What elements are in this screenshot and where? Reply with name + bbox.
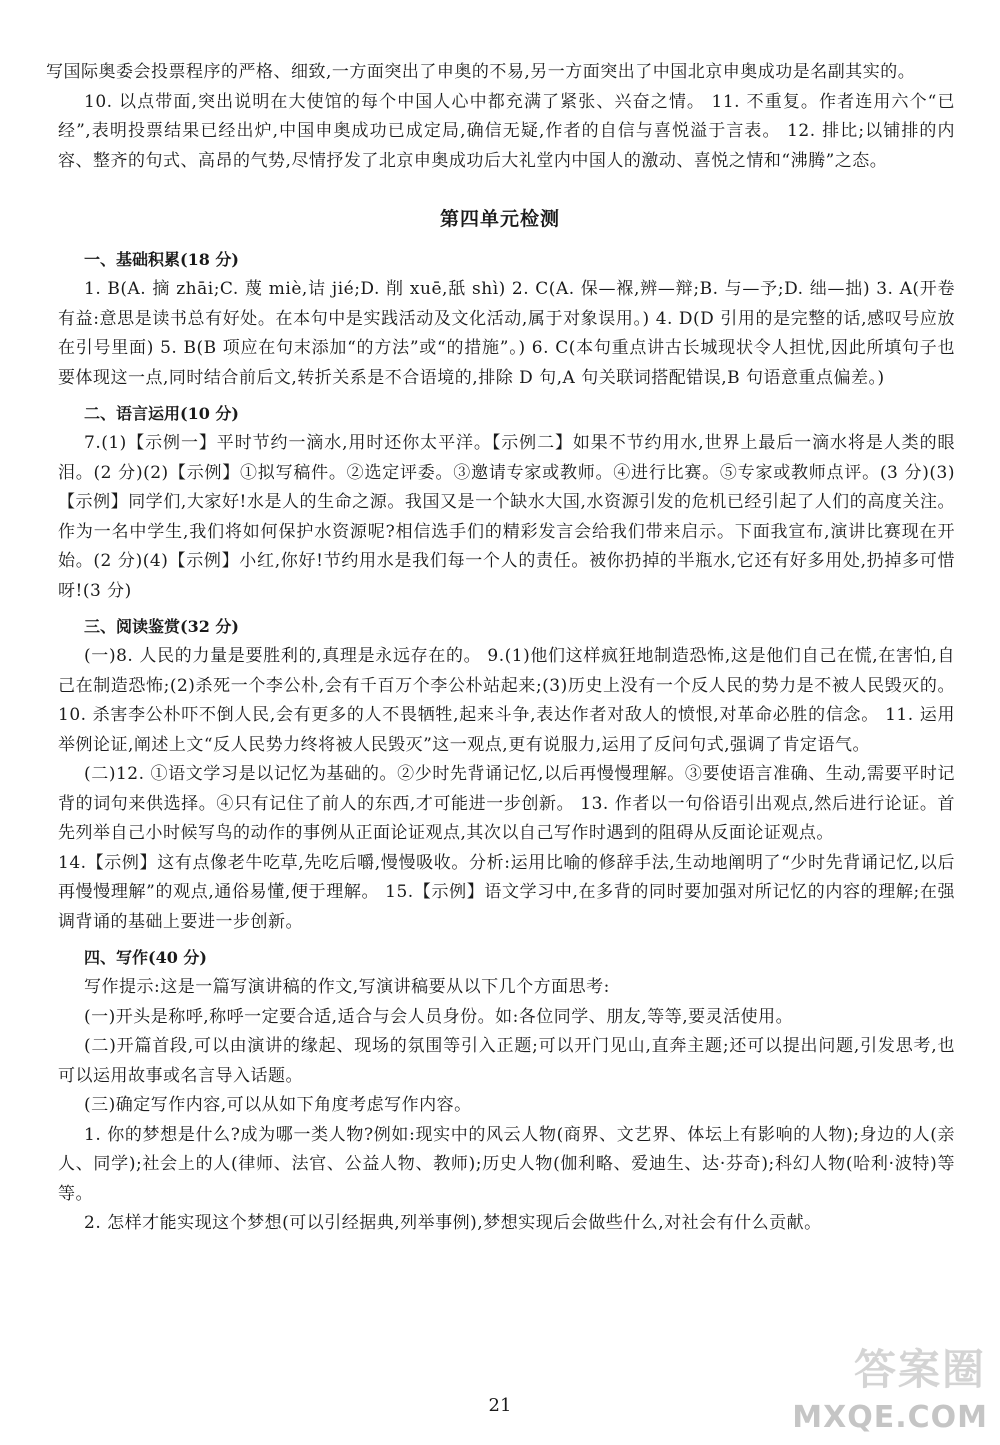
section-paragraph: 7.(1)【示例一】平时节约一滴水,用时还你太平洋。【示例二】如果不节约用水,世界上最后一滴水将是人类的眼泪。(2 分)(2)【示例】①拟写稿件。②选定评委。③邀请专家或教师。④进行比赛。⑤专家或教师点评。(3 分)(3)【示例】同学们,大家好!水是人的生命之源。我国又是一个缺水大国,水资源引发的危机已经引起了人们的高度关注。作为一名中学生,我们将如何保护水资源呢?相信选手们的精彩发言会给我们带来启示。下面我宣布,演讲比赛现在开始。(2 分)(4)【示例】小红,你好!节约用水是我们每一个人的责任。被你扔掉的半瓶水,它还有好多用处,扔掉多可惜呀!(3 分) [58,433,955,601]
section-paragraph: 写作提示:这是一篇写演讲稿的作文,写演讲稿要从以下几个方面思考: [84,977,610,997]
section-paragraph: 1. 你的梦想是什么?成为哪一类人物?例如:现实中的风云人物(商界、文艺界、体坛上有影响的人物);身边的人(亲人、同学);社会上的人(律师、法官、公益人物、教师);历史人物(伽利略、爱迪生、达·芬奇);科幻人物(哈利·波特)等等。 [58,1124,955,1204]
unit-title: 第四单元检测 [439,208,560,230]
section-paragraph: (二)开篇首段,可以由演讲的缘起、现场的氛围等引入正题;可以开门见山,直奔主题;还可以提出问题,引发思考,也可以运用故事或名言导入话题。 [58,1036,955,1086]
section-paragraph: 1. B(A. 摘 zhāi;C. 蔑 miè,诘 jié;D. 削 xuē,舐 shì) 2. C(A. 保—褓,辨—辩;B. 与—予;D. 绌—拙) 3. A(开卷有益:意思是读书总有好处。在本句中是实践活动及文化活动,属于对象误用。) 4. D(D 引用的是完整的话,感叹号应放在引号里面) 5. B(B 项应在句末添加“的方法”或“的措施”。) 6. C(本句重点讲古长城现状令人担忧,因此所填句子也要体现这一点,同时结合前后文,转折关系是不合语境的,排除 D 句,A 句关联词搭配错误,B 句语意重点偏差。) [58,279,955,388]
section-heading: 一、基础积累(18 分) [84,250,239,269]
page-number: 21 [488,1395,512,1416]
section-heading: 二、语言运用(10 分) [84,404,239,423]
section-paragraph: (二)12. ①语文学习是以记忆为基础的。②少时先背诵记忆,以后再慢慢理解。③要使语言准确、生动,需要平时记背的词句来供选择。④只有记住了前人的东西,才可能进一步创新。 13. 作者以一句俗语引出观点,然后进行论证。首先列举自己小时候写鸟的动作的事例从正面论证观点,其次以自己写作时遇到的阻碍从反面论证观点。 [58,764,955,843]
intro-paragraph-1: 写国际奥委会投票程序的严格、细致,一方面突出了申奥的不易,另一方面突出了中国北京申奥成功是名副其实的。 [46,62,916,82]
section-heading: 三、阅读鉴赏(32 分) [84,617,239,636]
section-paragraph: (三)确定写作内容,可以从如下角度考虑写作内容。 [84,1095,472,1115]
section-paragraph: 2. 怎样才能实现这个梦想(可以引经据典,列举事例),梦想实现后会做些什么,对社会有什么贡献。 [84,1213,822,1233]
intro-paragraph-2: 10. 以点带面,突出说明在大使馆的每个中国人心中都充满了紧张、兴奋之情。 11. 不重复。作者连用六个“已经”,表明投票结果已经出炉,中国申奥成功已成定局,确信无疑,作者的自信与喜悦溢于言表。 12. 排比;以铺排的内容、整齐的句式、高昂的气势,尽情抒发了北京申奥成功后大礼堂内中国人的激动、喜悦之情和“沸腾”之态。 [58,91,955,171]
section-paragraph: (一)开头是称呼,称呼一定要合适,适合与会人员身份。如:各位同学、朋友,等等,要灵活使用。 [84,1006,794,1027]
section-paragraph: 14.【示例】这有点像老牛吃草,先吃后嚼,慢慢吸收。分析:运用比喻的修辞手法,生动地阐明了“少时先背诵记忆,以后再慢慢理解”的观点,通俗易懂,便于理解。 15.【示例】语文学习中,在多背的同时要加强对所记忆的内容的理解;在强调背诵的基础上要进一步创新。 [58,852,955,932]
watermark-url: MXQE.COM [792,1400,988,1435]
watermark-logo: 答案圈 [853,1345,986,1394]
section-paragraph: (一)8. 人民的力量是要胜利的,真理是永远存在的。 9.(1)他们这样疯狂地制造恐怖,这是他们自己在慌,在害怕,自己在制造恐怖;(2)杀死一个李公朴,会有千百万个李公朴站起来;(3)历史上没有一个反人民的势力是不被人民毁灭的。 10. 杀害李公朴吓不倒人民,会有更多的人不畏牺牲,起来斗争,表达作者对敌人的愤恨,对革命必胜的信念。 11. 运用举例论证,阐述上文“反人民势力终将被人民毁灭”这一观点,更有说服力,运用了反问句式,强调了肯定语气。 [58,646,955,755]
watermark [792,1345,996,1439]
section-heading: 四、写作(40 分) [84,948,207,967]
